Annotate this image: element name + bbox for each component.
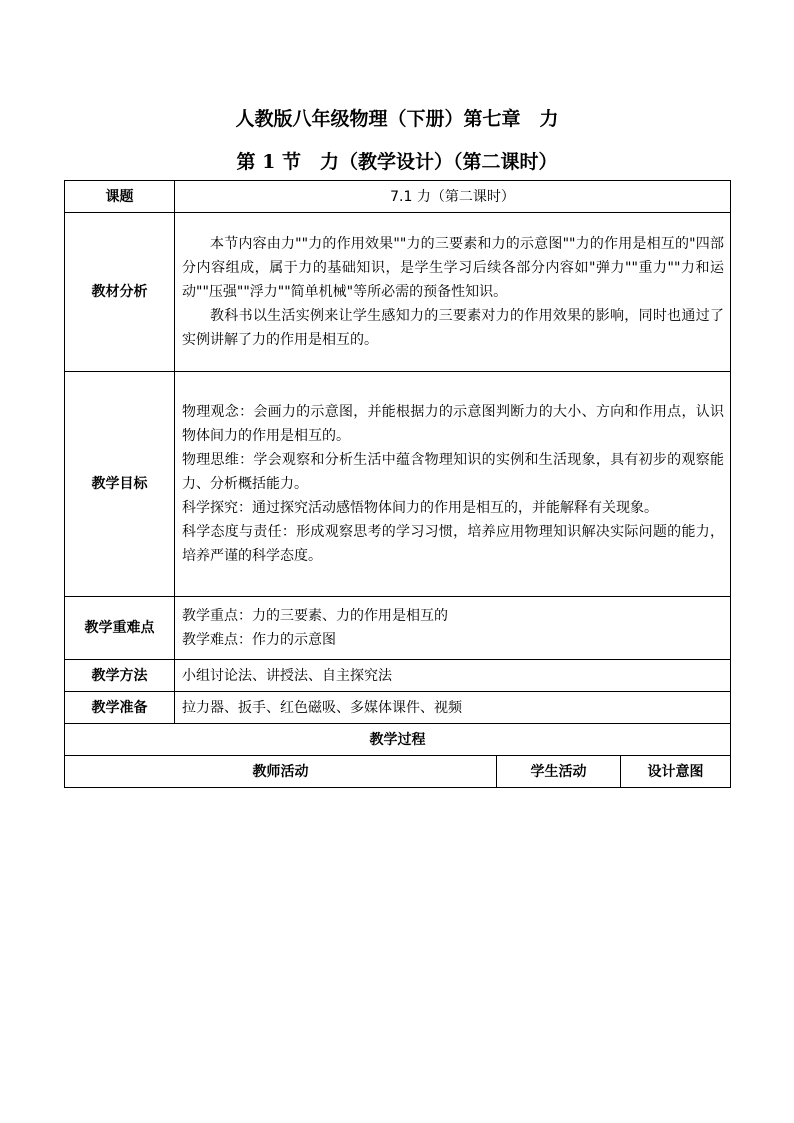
topic-value: 7.1 力（第二课时）	[175, 181, 731, 213]
analysis-content	[175, 213, 731, 372]
col-teacher-activity: 教师活动	[65, 756, 497, 788]
key-point: 教学重点：力的三要素、力的作用是相互的	[182, 608, 448, 624]
row-keypoints	[65, 597, 731, 660]
document-title: 人教版八年级物理（下册）第七章 力	[235, 108, 559, 130]
prep-label: 教学准备	[65, 692, 175, 724]
difficult-point: 教学难点：作力的示意图	[182, 632, 336, 648]
document-subtitle: 第 1 节 力（教学设计）（第二课时）	[236, 151, 558, 173]
row-topic	[65, 181, 731, 213]
col-design-intent: 设计意图	[621, 756, 731, 788]
row-process-header	[65, 724, 731, 756]
goals-content	[175, 372, 731, 597]
row-process-columns	[65, 756, 731, 788]
row-goals	[65, 372, 731, 597]
process-header: 教学过程	[65, 724, 731, 756]
methods-value: 小组讨论法、讲授法、自主探究法	[175, 660, 731, 692]
goals-label: 教学目标	[65, 372, 175, 597]
keypoints-content	[175, 597, 731, 660]
row-methods	[65, 660, 731, 692]
goal-physics-concept: 物理观念：会画力的示意图，并能根据力的示意图判断力的大小、方向和作用点，认识物体间力的作用是相互的。	[182, 404, 724, 444]
keypoints-label: 教学重难点	[65, 597, 175, 660]
analysis-paragraph-2: 教科书以生活实例来让学生感知力的三要素对力的作用效果的影响，同时也通过了实例讲解了力的作用是相互的。	[182, 308, 724, 348]
analysis-paragraph-1: 本节内容由力""力的作用效果""力的三要素和力的示意图""力的作用是相互的"四部分内容组成，属于力的基础知识，是学生学习后续各部分内容如"弹力""重力""力和运动""压强""浮力""简单机械"等所必需的预备性知识。	[182, 236, 724, 300]
col-student-activity: 学生活动	[497, 756, 621, 788]
row-analysis	[65, 213, 731, 372]
goal-physics-thinking: 物理思维：学会观察和分析生活中蕴含物理知识的实例和生活现象，具有初步的观察能力、分析概括能力。	[182, 452, 724, 492]
methods-label: 教学方法	[65, 660, 175, 692]
analysis-label: 教材分析	[65, 213, 175, 372]
goal-scientific-inquiry: 科学探究：通过探究活动感悟物体间力的作用是相互的，并能解释有关现象。	[182, 500, 658, 516]
row-preparation	[65, 692, 731, 724]
goal-attitude-responsibility: 科学态度与责任：形成观察思考的学习习惯，培养应用物理知识解决实际问题的能力，培养严谨的科学态度。	[182, 524, 724, 564]
prep-value: 拉力器、扳手、红色磁吸、多媒体课件、视频	[175, 692, 731, 724]
lesson-plan-table	[64, 180, 731, 788]
topic-label: 课题	[65, 181, 175, 213]
